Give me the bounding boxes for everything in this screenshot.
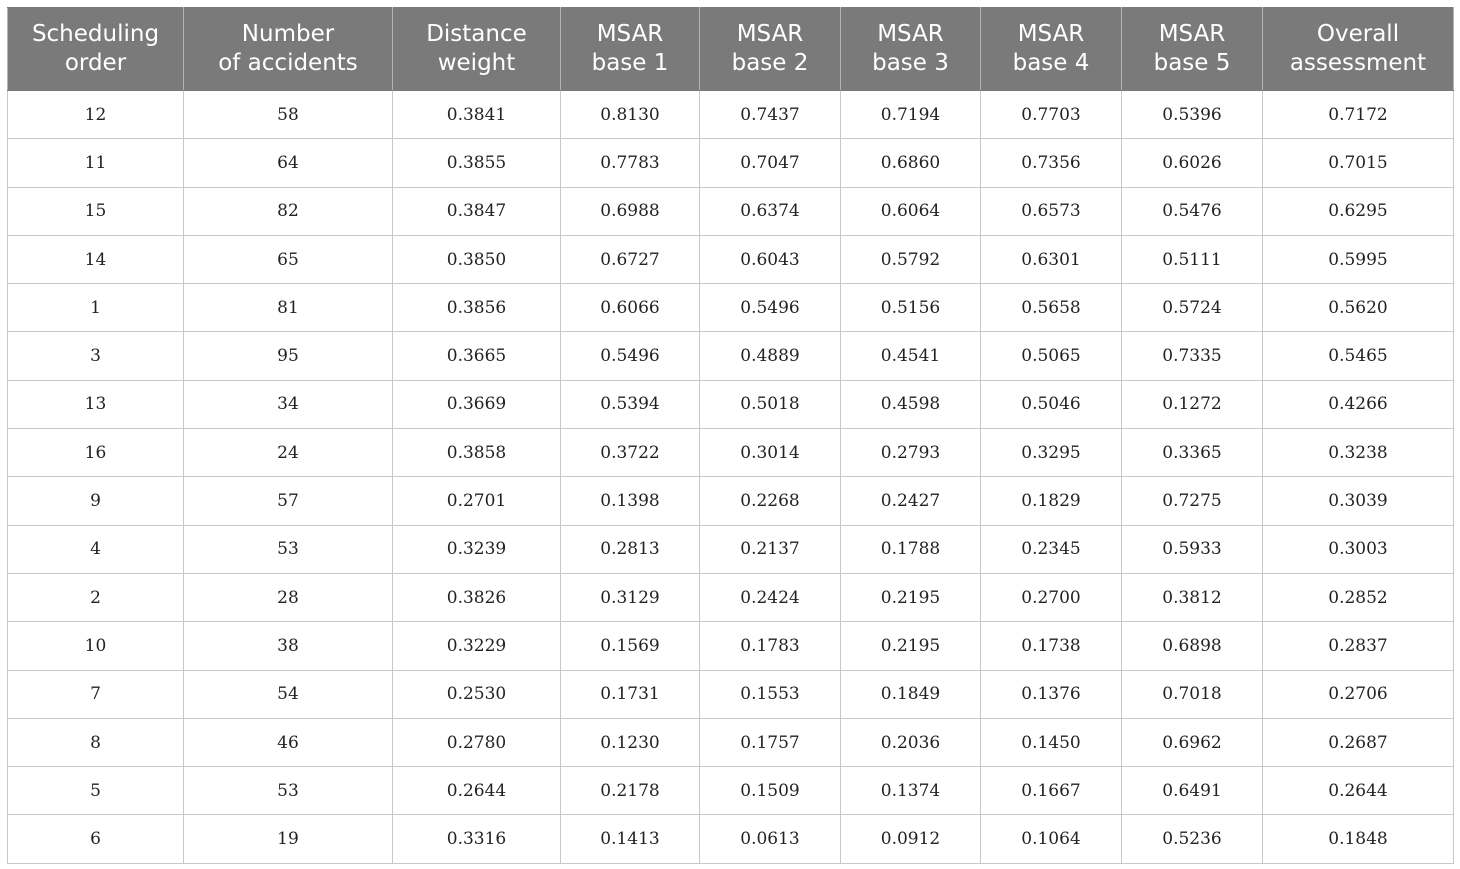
table-cell: 0.4889 xyxy=(700,332,841,380)
table-cell: 0.5065 xyxy=(981,332,1122,380)
table-cell: 0.5658 xyxy=(981,284,1122,332)
table-cell: 95 xyxy=(184,332,393,380)
table-cell: 0.7437 xyxy=(700,91,841,139)
table-cell: 0.2793 xyxy=(841,429,981,477)
table-cell: 57 xyxy=(184,477,393,525)
table-cell: 46 xyxy=(184,718,393,766)
table-cell: 0.1783 xyxy=(700,622,841,670)
table-cell: 0.6064 xyxy=(841,187,981,235)
table-row xyxy=(8,139,1454,187)
table-cell: 54 xyxy=(184,670,393,718)
column-header xyxy=(561,8,700,91)
table-cell: 0.6301 xyxy=(981,235,1122,283)
table-cell: 0.2644 xyxy=(393,767,561,815)
table-cell: 0.1569 xyxy=(561,622,700,670)
table-cell: 0.1064 xyxy=(981,815,1122,863)
table-cell: 64 xyxy=(184,139,393,187)
column-header xyxy=(393,8,561,91)
table-cell: 0.3812 xyxy=(1122,573,1263,621)
table-row xyxy=(8,284,1454,332)
table-cell: 0.7356 xyxy=(981,139,1122,187)
table-cell: 4 xyxy=(8,525,184,573)
table-cell: 0.3238 xyxy=(1263,429,1454,477)
table-cell: 0.6962 xyxy=(1122,718,1263,766)
table-row xyxy=(8,718,1454,766)
table-cell: 14 xyxy=(8,235,184,283)
table-cell: 0.7275 xyxy=(1122,477,1263,525)
table-cell: 0.1829 xyxy=(981,477,1122,525)
table-cell: 0.1230 xyxy=(561,718,700,766)
table-cell: 13 xyxy=(8,380,184,428)
table-row xyxy=(8,767,1454,815)
table-cell: 0.6043 xyxy=(700,235,841,283)
table-cell: 11 xyxy=(8,139,184,187)
table-cell: 0.5465 xyxy=(1263,332,1454,380)
column-header-label: Number of accidents xyxy=(218,21,358,76)
table-cell: 0.2530 xyxy=(393,670,561,718)
table-cell: 0.2137 xyxy=(700,525,841,573)
table-row xyxy=(8,670,1454,718)
table-cell: 0.7018 xyxy=(1122,670,1263,718)
table-cell: 6 xyxy=(8,815,184,863)
table-cell: 0.1848 xyxy=(1263,815,1454,863)
table-cell: 65 xyxy=(184,235,393,283)
table-row xyxy=(8,815,1454,863)
table-cell: 0.2852 xyxy=(1263,573,1454,621)
column-header-label: Distance weight xyxy=(426,21,527,76)
table-cell: 0.6860 xyxy=(841,139,981,187)
table-cell: 0.3003 xyxy=(1263,525,1454,573)
table-cell: 0.3855 xyxy=(393,139,561,187)
table-cell: 0.3858 xyxy=(393,429,561,477)
table-cell: 0.5496 xyxy=(561,332,700,380)
table-row xyxy=(8,91,1454,139)
table-cell: 0.2345 xyxy=(981,525,1122,573)
column-header-label: MSAR base 1 xyxy=(591,21,669,76)
table-cell: 0.3669 xyxy=(393,380,561,428)
table-cell: 0.3316 xyxy=(393,815,561,863)
table-cell: 0.2178 xyxy=(561,767,700,815)
table-cell: 10 xyxy=(8,622,184,670)
table-cell: 28 xyxy=(184,573,393,621)
table-row xyxy=(8,477,1454,525)
table-row xyxy=(8,622,1454,670)
table-cell: 0.6573 xyxy=(981,187,1122,235)
table-cell: 0.7703 xyxy=(981,91,1122,139)
table-cell: 0.5111 xyxy=(1122,235,1263,283)
table-cell: 0.2687 xyxy=(1263,718,1454,766)
table-cell: 0.7194 xyxy=(841,91,981,139)
table-cell: 8 xyxy=(8,718,184,766)
column-header-label: Overall assessment xyxy=(1289,21,1427,76)
table-cell: 81 xyxy=(184,284,393,332)
table-cell: 0.0912 xyxy=(841,815,981,863)
table-cell: 0.5933 xyxy=(1122,525,1263,573)
data-table-container xyxy=(7,7,1453,864)
table-cell: 0.6295 xyxy=(1263,187,1454,235)
table-cell: 53 xyxy=(184,767,393,815)
table-cell: 0.3039 xyxy=(1263,477,1454,525)
table-row xyxy=(8,235,1454,283)
table-cell: 0.1374 xyxy=(841,767,981,815)
table-cell: 0.1450 xyxy=(981,718,1122,766)
table-cell: 0.1413 xyxy=(561,815,700,863)
table-cell: 15 xyxy=(8,187,184,235)
table-row xyxy=(8,332,1454,380)
table-cell: 0.6727 xyxy=(561,235,700,283)
table-cell: 12 xyxy=(8,91,184,139)
column-header xyxy=(184,8,393,91)
column-header-label: MSAR base 4 xyxy=(1012,21,1090,76)
table-cell: 0.6374 xyxy=(700,187,841,235)
column-header xyxy=(981,8,1122,91)
table-cell: 0.2036 xyxy=(841,718,981,766)
table-cell: 0.5018 xyxy=(700,380,841,428)
table-cell: 0.5394 xyxy=(561,380,700,428)
table-cell: 0.2427 xyxy=(841,477,981,525)
table-cell: 0.2701 xyxy=(393,477,561,525)
column-header xyxy=(1122,8,1263,91)
table-cell: 0.3856 xyxy=(393,284,561,332)
table-cell: 0.7047 xyxy=(700,139,841,187)
column-header xyxy=(8,8,184,91)
table-cell: 0.1398 xyxy=(561,477,700,525)
table-cell: 0.5496 xyxy=(700,284,841,332)
table-cell: 24 xyxy=(184,429,393,477)
table-cell: 0.3826 xyxy=(393,573,561,621)
table-cell: 0.4541 xyxy=(841,332,981,380)
table-row xyxy=(8,187,1454,235)
table-cell: 0.3239 xyxy=(393,525,561,573)
column-header-label: MSAR base 3 xyxy=(872,21,949,76)
table-cell: 0.6066 xyxy=(561,284,700,332)
table-cell: 0.1757 xyxy=(700,718,841,766)
table-cell: 0.2813 xyxy=(561,525,700,573)
table-cell: 0.2195 xyxy=(841,573,981,621)
table-cell: 0.5995 xyxy=(1263,235,1454,283)
table-cell: 34 xyxy=(184,380,393,428)
table-cell: 0.3129 xyxy=(561,573,700,621)
table-cell: 0.5046 xyxy=(981,380,1122,428)
table-cell: 0.4598 xyxy=(841,380,981,428)
table-cell: 0.2706 xyxy=(1263,670,1454,718)
table-cell: 0.2837 xyxy=(1263,622,1454,670)
table-cell: 0.3014 xyxy=(700,429,841,477)
table-cell: 0.1738 xyxy=(981,622,1122,670)
table-cell: 0.1667 xyxy=(981,767,1122,815)
table-cell: 0.1376 xyxy=(981,670,1122,718)
table-body xyxy=(8,91,1454,864)
table-cell: 0.3841 xyxy=(393,91,561,139)
table-cell: 0.0613 xyxy=(700,815,841,863)
table-cell: 0.1509 xyxy=(700,767,841,815)
table-cell: 19 xyxy=(184,815,393,863)
table-cell: 0.2780 xyxy=(393,718,561,766)
table-cell: 16 xyxy=(8,429,184,477)
table-cell: 0.5156 xyxy=(841,284,981,332)
table-cell: 53 xyxy=(184,525,393,573)
table-row xyxy=(8,429,1454,477)
table-cell: 0.5724 xyxy=(1122,284,1263,332)
results-table xyxy=(7,7,1454,864)
table-cell: 2 xyxy=(8,573,184,621)
table-row xyxy=(8,573,1454,621)
table-cell: 82 xyxy=(184,187,393,235)
table-cell: 38 xyxy=(184,622,393,670)
table-cell: 0.2195 xyxy=(841,622,981,670)
table-cell: 0.6988 xyxy=(561,187,700,235)
column-header xyxy=(841,8,981,91)
table-cell: 0.1849 xyxy=(841,670,981,718)
table-cell: 5 xyxy=(8,767,184,815)
column-header xyxy=(700,8,841,91)
table-cell: 0.2424 xyxy=(700,573,841,621)
table-cell: 0.2268 xyxy=(700,477,841,525)
column-header-label: MSAR base 2 xyxy=(731,21,809,76)
header-row xyxy=(8,8,1454,91)
table-cell: 7 xyxy=(8,670,184,718)
table-cell: 0.5620 xyxy=(1263,284,1454,332)
table-cell: 0.4266 xyxy=(1263,380,1454,428)
table-cell: 0.5236 xyxy=(1122,815,1263,863)
table-cell: 0.3722 xyxy=(561,429,700,477)
table-cell: 0.6026 xyxy=(1122,139,1263,187)
table-cell: 0.8130 xyxy=(561,91,700,139)
table-cell: 0.1731 xyxy=(561,670,700,718)
table-cell: 0.7015 xyxy=(1263,139,1454,187)
table-cell: 0.5396 xyxy=(1122,91,1263,139)
column-header-label: Scheduling order xyxy=(31,21,160,76)
table-cell: 0.6898 xyxy=(1122,622,1263,670)
table-cell: 9 xyxy=(8,477,184,525)
table-row xyxy=(8,525,1454,573)
table-cell: 0.3847 xyxy=(393,187,561,235)
table-cell: 0.3665 xyxy=(393,332,561,380)
table-cell: 0.3295 xyxy=(981,429,1122,477)
table-row xyxy=(8,380,1454,428)
table-cell: 58 xyxy=(184,91,393,139)
table-cell: 0.1788 xyxy=(841,525,981,573)
table-cell: 0.3850 xyxy=(393,235,561,283)
table-cell: 0.5792 xyxy=(841,235,981,283)
table-cell: 0.5476 xyxy=(1122,187,1263,235)
table-cell: 0.3229 xyxy=(393,622,561,670)
column-header-label: MSAR base 5 xyxy=(1153,21,1231,76)
table-cell: 0.7335 xyxy=(1122,332,1263,380)
table-cell: 0.7172 xyxy=(1263,91,1454,139)
table-cell: 0.3365 xyxy=(1122,429,1263,477)
table-cell: 0.1272 xyxy=(1122,380,1263,428)
table-cell: 0.1553 xyxy=(700,670,841,718)
table-cell: 0.2644 xyxy=(1263,767,1454,815)
table-cell: 0.7783 xyxy=(561,139,700,187)
table-cell: 0.2700 xyxy=(981,573,1122,621)
table-cell: 0.6491 xyxy=(1122,767,1263,815)
table-cell: 1 xyxy=(8,284,184,332)
column-header xyxy=(1263,8,1454,91)
table-cell: 3 xyxy=(8,332,184,380)
